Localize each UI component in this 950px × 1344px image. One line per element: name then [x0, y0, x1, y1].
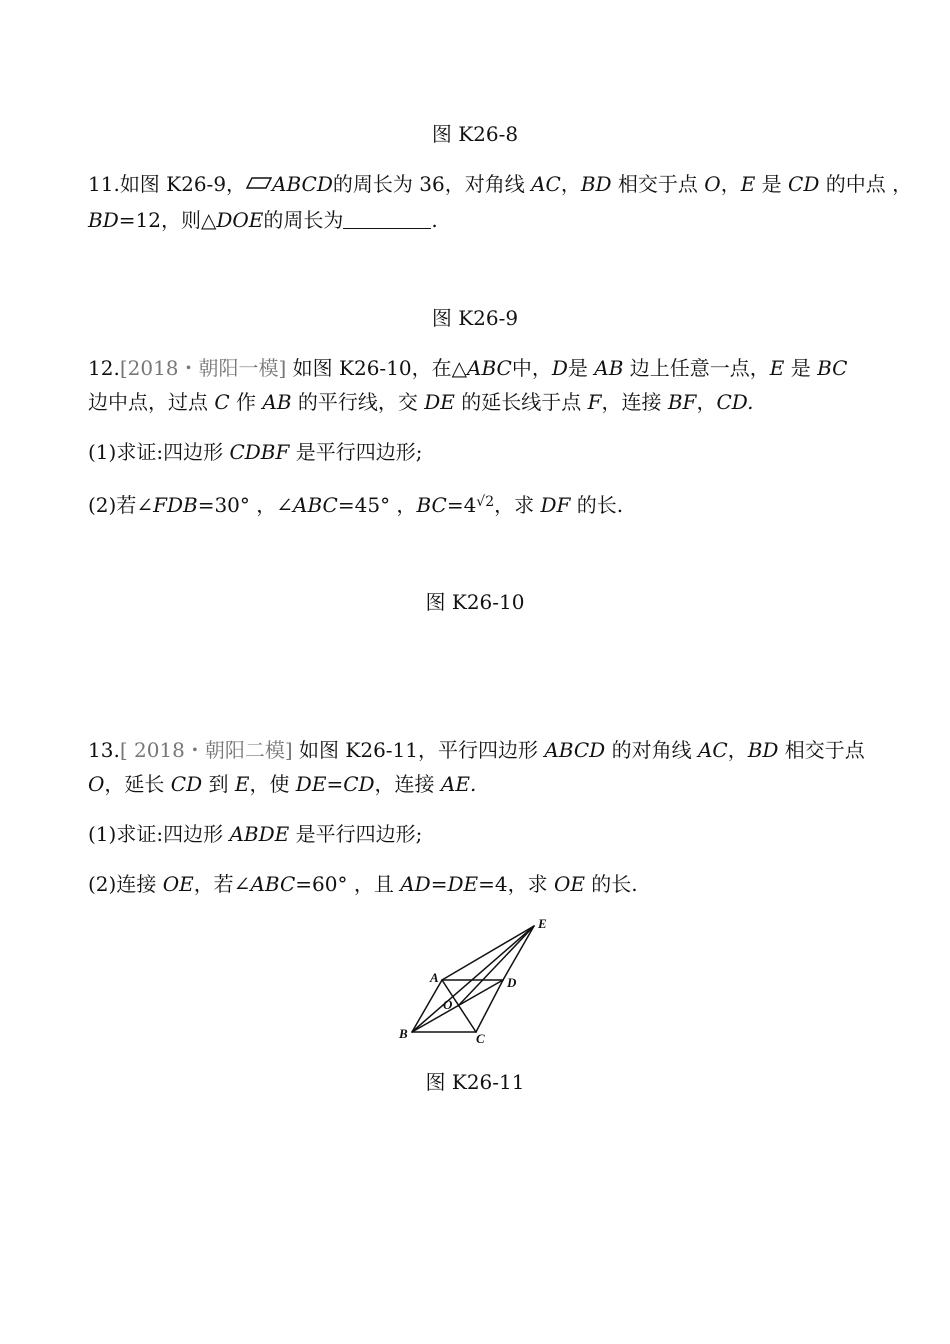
q11-line1: 11.如图 K26-9， ABCD的周长为 36，对角线 AC，BD 相交于点 O，E 是 CD 的中点 ，	[88, 172, 913, 196]
q11-line2: BD=12，则△DOE的周长为 .	[88, 208, 438, 232]
label-D: D	[507, 975, 517, 990]
q12-number: 12.	[88, 356, 120, 380]
q12-source: [2018・朝阳一模]	[119, 356, 287, 380]
q13-line2: O，延长 CD 到 E，使 DE=CD，连接 AE.	[88, 772, 477, 796]
figure-caption-k26-9: 图 K26-9	[431, 306, 519, 330]
q13-line1: 13.[ 2018・朝阳二模] 如图 K26-11，平行四边形 ABCD 的对角线 AC，BD 相交于点	[88, 738, 865, 762]
answer-blank[interactable]	[343, 210, 431, 229]
q11-number: 11.	[88, 172, 120, 196]
figure-caption-k26-8: 图 K26-8	[431, 122, 519, 146]
q13-part2: (2)连接 OE，若∠ABC=60° ，且 AD=DE=4，求 OE 的长.	[88, 872, 638, 896]
figure-k26-11	[390, 912, 560, 1050]
sqrt-two: √2	[476, 494, 495, 510]
label-B: B	[399, 1026, 408, 1041]
q13-part1: (1)求证:四边形 ABDE 是平行四边形;	[88, 822, 423, 846]
label-E: E	[538, 916, 547, 931]
q12-part2: (2)若∠FDB=30° ，∠ABC=45° ，$BC=4^{√2}$，求 DF 的长.	[88, 493, 624, 517]
parallelogram-icon	[246, 177, 272, 189]
segment-AE	[442, 926, 534, 980]
q12-line1: 12.[2018・朝阳一模] 如图 K26-10，在△ABC中，D是 AB 边上任意一点，E 是 BC	[88, 356, 848, 380]
q12-part1: (1)求证:四边形 CDBF 是平行四边形;	[88, 440, 423, 464]
figure-caption-k26-11: 图 K26-11	[425, 1070, 525, 1094]
q12-line2: 边中点，过点 C 作 AB 的平行线，交 DE 的延长线于点 F，连接 BF，CD.	[88, 390, 754, 414]
label-C: C	[476, 1031, 485, 1046]
q13-number: 13.	[88, 738, 120, 762]
figure-caption-k26-10: 图 K26-10	[425, 590, 525, 614]
q13-source: [ 2018・朝阳二模]	[119, 738, 293, 762]
label-O: O	[443, 997, 453, 1012]
label-A: A	[430, 970, 439, 985]
